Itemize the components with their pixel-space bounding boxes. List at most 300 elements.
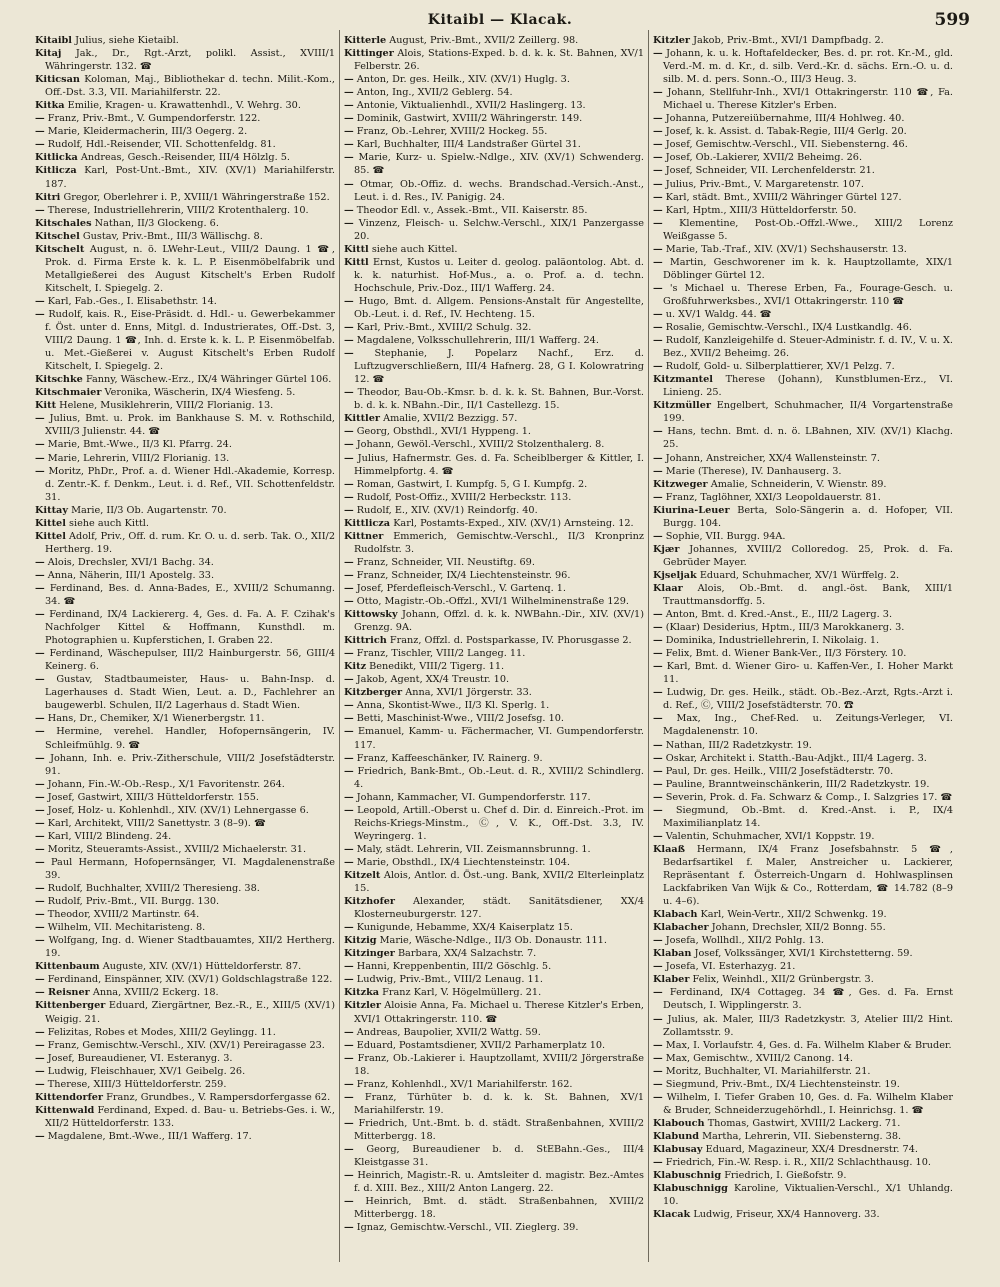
entry-details: Eduard, Ziergärtner, Bez.-R., E., XIII/5 (XV/1) Weigig. 21. [45, 1000, 335, 1025]
directory-entry [653, 34, 953, 47]
entry-surname: — [653, 139, 663, 151]
entry-surname: — [653, 217, 663, 229]
entry-surname: — [35, 1026, 45, 1038]
page-number: 599 [934, 10, 970, 30]
entry-surname: — [35, 1065, 45, 1077]
directory-entry [35, 308, 335, 373]
directory-entry [35, 452, 335, 465]
entry-details: Dominika, Industriellehrerin, I. Nikolaig. 1. [665, 635, 880, 647]
entry-details: Koloman, Maj., Bibliothekar d. techn. Milit.-Kom., Off.-Dst. 3.3, VII. Mariahilferstr. 22. [45, 74, 335, 99]
directory-entry [344, 752, 644, 765]
directory-entry [653, 1156, 953, 1169]
entry-details: Eduard, Magazineur, XX/4 Dresdnerstr. 74. [705, 1143, 918, 1155]
entry-surname: — [35, 1078, 45, 1090]
directory-entry [35, 151, 335, 164]
directory-entry [35, 530, 335, 556]
directory-entry [653, 1065, 953, 1078]
entry-details: Otmar, Ob.-Offiz. d. wechs. Brandschad.-Versich.-Anst., Leut. i. d. Res., IV. Panigig. 24. [354, 178, 644, 203]
entry-details: Pauline, Branntweinschänkerin, III/2 Radetzkystr. 19. [665, 778, 930, 790]
entry-surname: Kitzmantel [653, 374, 713, 386]
entry-details: Dominik, Gastwirt, XVIII/2 Währingerstr. 149. [356, 113, 583, 125]
entry-details: Ferdinand, Wäschepulser, III/2 Hainburgerstr. 56, GIII/4 Keinerg. 6. [45, 648, 335, 673]
entry-details: Leopold, Artill.-Oberst u. Chef d. Dir. d. Einreich.-Prot. im Reichs-Kriegs-Minstm., Ⓒ, V. K., Off.-Dst. 3.3, IV. Weyringerg. 1. [354, 804, 644, 842]
entry-details: Alois, Drechsler, XVI/1 Bachg. 34. [47, 556, 214, 568]
directory-entry [653, 334, 953, 360]
entry-surname: — [653, 648, 663, 660]
entry-surname: — [35, 817, 45, 829]
directory-entry [344, 517, 644, 530]
directory-entry [35, 569, 335, 582]
entry-surname: — [653, 282, 663, 294]
entry-surname: Kitschmaier [35, 387, 102, 399]
entry-surname: Klabund [653, 1130, 700, 1142]
entry-surname: — [653, 322, 663, 334]
directory-entry [344, 178, 644, 204]
entry-details: Ignaz, Gemischtw.-Verschl., VII. Zieglerg. 39. [356, 1222, 579, 1234]
entry-surname: — [344, 126, 354, 138]
entry-surname: — [653, 465, 663, 477]
entry-details: Vinzenz, Fleisch- u. Selchw.-Verschl., XIX/1 Panzergasse 20. [354, 217, 644, 242]
entry-details: Alois, Stations-Exped. b. d. k. k. St. Bahnen, XV/1 Felberstr. 26. [354, 48, 644, 73]
entry-details: Marie (Therese), IV. Danhauserg. 3. [665, 465, 842, 477]
directory-entry [344, 334, 644, 347]
entry-surname: Kitri [35, 191, 61, 203]
entry-surname: — [35, 609, 45, 621]
directory-entry [35, 986, 335, 999]
entry-surname: — [344, 648, 354, 660]
entry-surname: — [653, 113, 663, 125]
directory-entry [653, 1143, 953, 1156]
directory-entry [35, 1039, 335, 1052]
directory-entry [653, 191, 953, 204]
entry-surname: — [653, 178, 663, 190]
directory-entry [344, 765, 644, 791]
entry-surname: — [344, 556, 354, 568]
entry-details: Karl, Post-Unt.-Bmt., XIV. (XV/1) Mariahilferstr. 187. [45, 165, 335, 190]
entry-details: Aloisie Anna, Fa. Michael u. Therese Kitzler's Erben, XVI/1 Ottakringerstr. 110. ☎ [354, 1000, 644, 1025]
entry-details: Hermann, IX/4 Franz Josefsbahnstr. 5 ☎, Bedarfsartikel f. Maler, Anstreicher u. Lackierer, Repräsentant f. Österreich-Ungarn d. Hohlwasplinsen Lackfabriken Van Wijk & Co., Rotterdam, ☎ 14.782 (8–9 u. 4–6). [663, 843, 953, 908]
entry-details: Anton, Ing., XVII/2 Geblerg. 54. [356, 87, 513, 99]
directory-entry [35, 112, 335, 125]
entry-details: Rudolf, Hdl.-Reisender, VII. Schottenfeldg. 81. [47, 139, 276, 151]
directory-entry [35, 504, 335, 517]
entry-details: Karl, Wein-Vertr., XII/2 Schwenkg. 19. [700, 909, 887, 921]
entry-surname: — [35, 648, 45, 660]
entry-details: Franz, Kohlenhdl., XV/1 Mariahilferstr. 162. [356, 1078, 573, 1090]
entry-surname: — [35, 843, 45, 855]
entry-details: Karoline, Viktualien-Verschl., X/1 Uhlandg. 10. [663, 1183, 953, 1208]
directory-entry [35, 725, 335, 751]
entry-surname: — [653, 191, 663, 203]
directory-entry [653, 660, 953, 686]
entry-details: Johann, Fin.-W.-Ob.-Resp., X/1 Favoritenstr. 264. [47, 778, 285, 790]
directory-entry [35, 791, 335, 804]
entry-surname: — [35, 856, 45, 868]
entry-surname: — [653, 713, 663, 725]
entry-details: Eduard, Schuhmacher, XV/1 Würffelg. 2. [699, 569, 900, 581]
entry-surname: — [653, 987, 663, 999]
entry-surname: — [35, 139, 45, 151]
entry-surname: Kitschelt [35, 243, 85, 255]
entry-details: Felix, Bmt. d. Wiener Bank-Ver., II/3 Förstery. 10. [665, 648, 907, 660]
entry-details: Martin, Geschworener im k. k. Hauptzollamte, XIX/1 Döblinger Gürtel 12. [663, 256, 953, 281]
entry-details: Marie, II/3 Ob. Augartenstr. 70. [71, 504, 227, 516]
entry-details: Wilhelm, I. Tiefer Graben 10, Ges. d. Fa. Wilhelm Klaber & Bruder, Schneiderzugehörhdl., I. Heinrichsg. 1. ☎ [663, 1091, 953, 1116]
entry-details: Rudolf, Priv.-Bmt., VII. Burgg. 130. [47, 896, 220, 908]
entry-details: Josef, Gastwirt, XIII/3 Hütteldorferstr. 155. [47, 791, 260, 803]
directory-entry [653, 452, 953, 465]
directory-entry [653, 282, 953, 308]
entry-surname: — [653, 765, 663, 777]
entry-surname: — [344, 922, 354, 934]
entry-surname: — [653, 830, 663, 842]
directory-entry [653, 1091, 953, 1117]
entry-surname: — [35, 452, 45, 464]
directory-entry [344, 986, 644, 999]
entry-surname: — [344, 178, 354, 190]
entry-details: Heinrich, Bmt. d. städt. Straßenbahnen, XVIII/2 Mitterbergg. 18. [354, 1196, 644, 1221]
entry-surname: — [344, 439, 354, 451]
entry-details: Karl, städt. Bmt., XVIII/2 Währinger Gürtel 127. [665, 191, 902, 203]
entry-surname: — [653, 1091, 663, 1103]
directory-entry [35, 830, 335, 843]
entry-surname: — [344, 961, 354, 973]
entry-surname: — [344, 1026, 354, 1038]
directory-entry [653, 634, 953, 647]
entry-surname: — [653, 791, 663, 803]
entry-surname: — [344, 700, 354, 712]
entry-details: Magdalene, Bmt.-Wwe., III/1 Wafferg. 17. [47, 1130, 252, 1142]
directory-entry [653, 399, 953, 425]
entry-surname: Kjær [653, 543, 680, 555]
entry-surname: — [653, 961, 663, 973]
directory-entry [653, 1208, 953, 1221]
directory-entry [35, 465, 335, 504]
entry-details: Karl, VIII/2 Blindeng. 24. [47, 830, 172, 842]
entry-surname: — [344, 504, 354, 516]
entry-details: Thomas, Gastwirt, XVIII/2 Lackerg. 71. [707, 1117, 901, 1129]
entry-surname: — [344, 569, 354, 581]
directory-entry [344, 34, 644, 47]
directory-entry [344, 673, 644, 686]
entry-surname: — [35, 439, 45, 451]
entry-surname: — [35, 674, 45, 686]
entry-surname: — [344, 100, 354, 112]
entry-details: Paul Hermann, Hofopernsänger, VI. Magdalenenstraße 39. [45, 856, 335, 881]
running-head: Kitaibl — Klacak. [427, 12, 573, 28]
directory-entry [35, 412, 335, 438]
entry-details: Franz, Taglöhner, XXI/3 Leopoldauerstr. 81. [665, 491, 881, 503]
directory-entry [344, 608, 644, 634]
entry-surname: Kittl [344, 243, 369, 255]
entry-details: Moritz, Steueramts-Assist., XVIII/2 Michaelerstr. 31. [47, 843, 307, 855]
entry-surname: Kitzka [344, 987, 380, 999]
entry-details: Rosalie, Gemischtw.-Verschl., IX/4 Lustkandlg. 46. [665, 322, 912, 334]
entry-details: Sophie, VII. Burgg. 94A. [665, 530, 786, 542]
directory-entry [344, 1169, 644, 1195]
directory-entry [653, 1169, 953, 1182]
entry-details: Moritz, PhDr., Prof. a. d. Wiener Hdl.-Akademie, Korresp. d. Zentr.-K. f. Denkm., Leut. i. d. Ref., VII. Schottenfeldstr. 31. [45, 465, 335, 503]
entry-surname: — [35, 1052, 45, 1064]
entry-details: Johann, Inh. e. Priv.-Zitherschule, VIII/2 Josefstädterstr. 91. [45, 752, 335, 777]
directory-entry [344, 151, 644, 177]
directory-entry [653, 543, 953, 569]
directory-entry [344, 934, 644, 947]
entry-details: Oskar, Architekt i. Statth.-Bau-Adjkt., III/4 Lagerg. 3. [665, 752, 927, 764]
entry-details: Fanny, Wäschew.-Erz., IX/4 Währinger Gürtel 106. [85, 374, 332, 386]
directory-entry [653, 530, 953, 543]
entry-surname: — [344, 856, 354, 868]
entry-surname: — [344, 217, 354, 229]
entry-surname: Kittenberger [35, 1000, 106, 1012]
directory-entry [653, 491, 953, 504]
entry-surname: — [35, 778, 45, 790]
entry-surname: — [344, 322, 354, 334]
entry-details: Ernst, Kustos u. Leiter d. geolog. paläontolog. Abt. d. k. k. naturhist. Hof-Mus., a. o. Prof. a. d. techn. Hochschule, Priv.-Doz., III/1 Wafferg. 24. [354, 256, 644, 294]
directory-entry [35, 373, 335, 386]
entry-details: Ludwig, Priv.-Bmt., VIII/2 Lenaug. 11. [356, 974, 543, 986]
column-1 [35, 34, 335, 1264]
entry-surname: — [653, 609, 663, 621]
entry-surname: — [344, 1117, 354, 1129]
entry-details: Hans, Dr., Chemiker, X/1 Wienerbergstr. 11. [47, 713, 265, 725]
entry-surname: — [344, 843, 354, 855]
directory-entry [653, 1013, 953, 1039]
entry-surname: — [653, 739, 663, 751]
directory-entry [344, 243, 644, 256]
entry-details: Franz, Schneider, IX/4 Liechtensteinstr. 96. [356, 569, 571, 581]
column-3 [653, 34, 953, 1264]
directory-entry [653, 321, 953, 334]
entry-details: Franz, Ob.-Lehrer, XVIII/2 Hockeg. 55. [356, 126, 548, 138]
entry-surname: Kitlicka [35, 152, 78, 164]
directory-entry [344, 895, 644, 921]
entry-surname: Kitka [35, 100, 65, 112]
entry-details: Hans, techn. Bmt. d. n. ö. LBahnen, XIV. (XV/1) Klachg. 25. [663, 426, 953, 451]
entry-details: Josefa, VI. Esterhazyg. 21. [665, 961, 796, 973]
entry-details: Hugo, Bmt. d. Allgem. Pensions-Anstalt für Angestellte, Ob.-Leut. i. d. Ref., IV. Hechteng. 15. [354, 295, 644, 320]
directory-entry [653, 1078, 953, 1091]
entry-details: Paul, Dr. ges. Heilk., VIII/2 Josefstädterstr. 70. [665, 765, 894, 777]
entry-details: Engelbert, Schuhmacher, II/4 Vorgartenstraße 199. [663, 400, 953, 425]
directory-entry [35, 164, 335, 190]
directory-entry [344, 869, 644, 895]
entry-details: Benedikt, VIII/2 Tigerg. 11. [369, 661, 505, 673]
directory-entry [653, 204, 953, 217]
directory-entry [344, 569, 644, 582]
entry-surname: Klabuschnig [653, 1170, 722, 1182]
entry-surname: — [653, 1052, 663, 1064]
directory-entry [35, 1130, 335, 1143]
directory-entry [653, 569, 953, 582]
directory-entry [35, 817, 335, 830]
entry-surname: Klaaß [653, 843, 686, 855]
entry-details: Adolf, Priv., Off. d. rum. Kr. O. u. d. serb. Tak. O., XII/2 Hertherg. 19. [45, 530, 335, 555]
entry-surname: — [35, 569, 45, 581]
entry-surname: — [653, 935, 663, 947]
entry-surname: — [344, 596, 354, 608]
entry-details: Anton, Dr. ges. Heilk., XIV. (XV/1) Huglg. 3. [356, 74, 570, 86]
directory-entry [344, 856, 644, 869]
entry-details: Karl, Hptm., XIII/3 Hütteldorferstr. 50. [665, 204, 857, 216]
directory-entry [344, 660, 644, 673]
directory-entry [35, 556, 335, 569]
entry-details: Hermine, verehel. Handler, Hofopernsängerin, IV. Schleifmühlg. 9. ☎ [45, 726, 335, 751]
directory-entry [35, 908, 335, 921]
entry-surname: Kittay [35, 504, 68, 516]
entry-surname: Kitzberger [344, 687, 403, 699]
directory-entry [344, 452, 644, 478]
entry-details: Friedrich, Unt.-Bmt. b. d. städt. Straßenbahnen, XVIII/2 Mitterbergg. 18. [354, 1117, 644, 1142]
entry-details: Magdalene, Volksschullehrerin, III/1 Wafferg. 24. [356, 335, 599, 347]
entry-surname: — [653, 778, 663, 790]
entry-surname: Klaber [653, 974, 690, 986]
directory-entry [35, 34, 335, 47]
directory-entry [344, 791, 644, 804]
directory-entry [344, 947, 644, 960]
directory-entry [35, 712, 335, 725]
entry-surname: — [653, 165, 663, 177]
entry-details: Theodor, XVIII/2 Martinstr. 64. [47, 909, 200, 921]
entry-surname: — [344, 335, 354, 347]
directory-entry [344, 47, 644, 73]
directory-entry [35, 47, 335, 73]
entry-details: Jakob, Priv.-Bmt., XVI/1 Dampfbadg. 2. [693, 35, 884, 46]
entry-details: Barbara, XX/4 Salzachstr. 7. [397, 948, 537, 960]
entry-details: Marie, Kleidermacherin, III/3 Oegerg. 2. [47, 126, 248, 138]
entry-details: Wolfgang, Ing. d. Wiener Stadtbauamtes, XII/2 Hertherg. 19. [45, 935, 335, 960]
entry-surname: — [344, 74, 354, 86]
directory-entry [344, 412, 644, 425]
entry-details: Ludwig, Dr. ges. Heilk., städt. Ob.-Bez.-Arzt, Rgts.-Arzt i. d. Ref., Ⓒ, VIII/2 Josefstädterstr. 70. ☎ [663, 687, 953, 712]
entry-surname: Kittenbaum [35, 961, 100, 973]
directory-entry [653, 1182, 953, 1208]
entry-details: Alois, Antlor. d. Öst.-ung. Bank, XVII/2 Elterleinplatz 15. [354, 870, 644, 895]
page-header [30, 8, 970, 36]
directory-entry [35, 673, 335, 712]
directory-entry [35, 1052, 335, 1065]
entry-surname: — [344, 426, 354, 438]
directory-entry [35, 647, 335, 673]
entry-details: Josef, Volkssänger, XVI/1 Kirchstetterng. 59. [694, 948, 913, 960]
directory-entry [653, 465, 953, 478]
entry-details: Karl, Priv.-Bmt., XVIII/2 Schulg. 32. [356, 322, 532, 334]
entry-surname: — [653, 752, 663, 764]
entry-surname: — [35, 896, 45, 908]
directory-entry [344, 686, 644, 699]
entry-details: Ludwig, Fleischhauer, XV/1 Geibelg. 26. [47, 1065, 246, 1077]
column-divider [339, 30, 340, 1262]
directory-entry [35, 882, 335, 895]
entry-details: (Klaar) Desiderius, Hptm., III/3 Marokkanerg. 3. [665, 622, 905, 634]
column-2 [344, 34, 644, 1264]
entry-surname: — [344, 804, 354, 816]
entry-surname: — [653, 87, 663, 99]
entry-details: Amalie, XVII/2 Bezzigg. 57. [383, 413, 518, 425]
entry-details: Eduard, Postamtsdiener, XVII/2 Parhamerplatz 10. [356, 1039, 606, 1051]
directory-entry [344, 86, 644, 99]
entry-details: Wilhelm, VII. Mechitaristeng. 8. [47, 922, 206, 934]
entry-surname: — [344, 765, 354, 777]
directory-entry [653, 921, 953, 934]
directory-entry [653, 986, 953, 1012]
directory-entry [344, 204, 644, 217]
entry-surname: — [653, 152, 663, 164]
entry-details: Roman, Gastwirt, I. Kumpfg. 5, G I. Kumpfg. 2. [356, 478, 588, 490]
directory-entry [35, 517, 335, 530]
entry-details: Nathan, II/3 Glockeng. 6. [94, 217, 219, 229]
entry-details: Marie, Kurz- u. Spielw.-Ndlge., XIV. (XV/1) Schwenderg. 85. ☎ [354, 152, 644, 177]
entry-details: Johanna, Putzereiübernahme, III/4 Hohlweg. 40. [665, 113, 905, 125]
entry-surname: — [35, 974, 45, 986]
directory-entry [35, 243, 335, 295]
entry-details: Franz, Schneider, VII. Neustiftg. 69. [356, 556, 535, 568]
entry-details: Josef, Bureaudiener, VI. Esteranyg. 3. [47, 1052, 233, 1064]
directory-entry [344, 256, 644, 295]
entry-details: Anna, XVIII/2 Eckerg. 18. [92, 987, 219, 999]
directory-entry [344, 999, 644, 1025]
entry-surname: Kitt [35, 400, 57, 412]
entry-surname: — [344, 582, 354, 594]
entry-details: Andreas, Gesch.-Reisender, III/4 Hölzlg. 5. [80, 152, 290, 164]
entry-details: Hanni, Kreppenbentin, III/2 Göschlg. 5. [356, 961, 552, 973]
directory-entry [653, 425, 953, 451]
entry-surname: Kitzelt [344, 870, 381, 881]
entry-surname: — [35, 752, 45, 764]
directory-entry [344, 634, 644, 647]
entry-surname: — [653, 48, 663, 60]
entry-surname: Kittinger [344, 48, 394, 60]
entry-details: Friedrich, I. Gießofstr. 9. [724, 1170, 847, 1182]
entry-details: Therese, XIII/3 Hütteldorferstr. 259. [47, 1078, 227, 1090]
entry-surname: — [344, 1078, 354, 1090]
entry-details: Karl, Postamts-Exped., XIV. (XV/1) Arnsteing. 12. [393, 517, 634, 529]
directory-entry [35, 960, 335, 973]
entry-details: Josefa, Wollhdl., XII/2 Pohlg. 13. [665, 935, 824, 947]
directory-entry [35, 999, 335, 1025]
entry-details: Jak., Dr., Rgt.-Arzt, polikl. Assist., XVIII/1 Währingerstr. 132. ☎ [45, 48, 335, 73]
directory-entry [35, 138, 335, 151]
column-divider [648, 30, 649, 1262]
entry-details: Emmerich, Gemischtw.-Verschl., II/3 Kronprinz Rudolfstr. 3. [354, 530, 644, 555]
entry-details: Heinrich, Magistr.-R. u. Amtsleiter d. magistr. Bez.-Amtes f. d. XIII. Bez., XIII/2 Anton Langerg. 22. [354, 1170, 644, 1195]
entry-surname: — [653, 1157, 663, 1169]
directory-entry [653, 1039, 953, 1052]
entry-surname: — [35, 295, 45, 307]
directory-entry [35, 856, 335, 882]
directory-entry [35, 778, 335, 791]
entry-surname: — [344, 1196, 354, 1208]
directory-entry [35, 73, 335, 99]
entry-details: Siegmund, Priv.-Bmt., IX/4 Liechtensteinstr. 19. [665, 1078, 900, 1090]
directory-entry [653, 582, 953, 608]
entry-surname: Klabacher [653, 922, 709, 934]
entry-details: Kunigunde, Hebamme, XX/4 Kaiserplatz 15. [356, 922, 573, 934]
entry-details: Franz, Grundbes., V. Rampersdorfergasse 62. [106, 1091, 331, 1103]
directory-entry [35, 191, 335, 204]
directory-entry [344, 217, 644, 243]
directory-entry [344, 1078, 644, 1091]
directory-entry [344, 1143, 644, 1169]
entry-details: Julius, Hafnermstr. Ges. d. Fa. Scheiblberger & Kittler, I. Himmelpfortg. 4. ☎ [354, 452, 644, 477]
entry-surname: Kittl [344, 256, 369, 268]
entry-surname: Klabuschnigg [653, 1183, 728, 1195]
entry-surname: — [344, 452, 354, 464]
entry-details: Ferdinand, Exped. d. Bau- u. Betriebs-Ges. i. W., XII/2 Hütteldorferstr. 133. [45, 1104, 335, 1129]
directory-entry [653, 178, 953, 191]
entry-details: Alexander, städt. Sanitätsdiener, XX/4 Klosterneuburgerstr. 127. [354, 896, 644, 921]
entry-surname: — [344, 204, 354, 216]
